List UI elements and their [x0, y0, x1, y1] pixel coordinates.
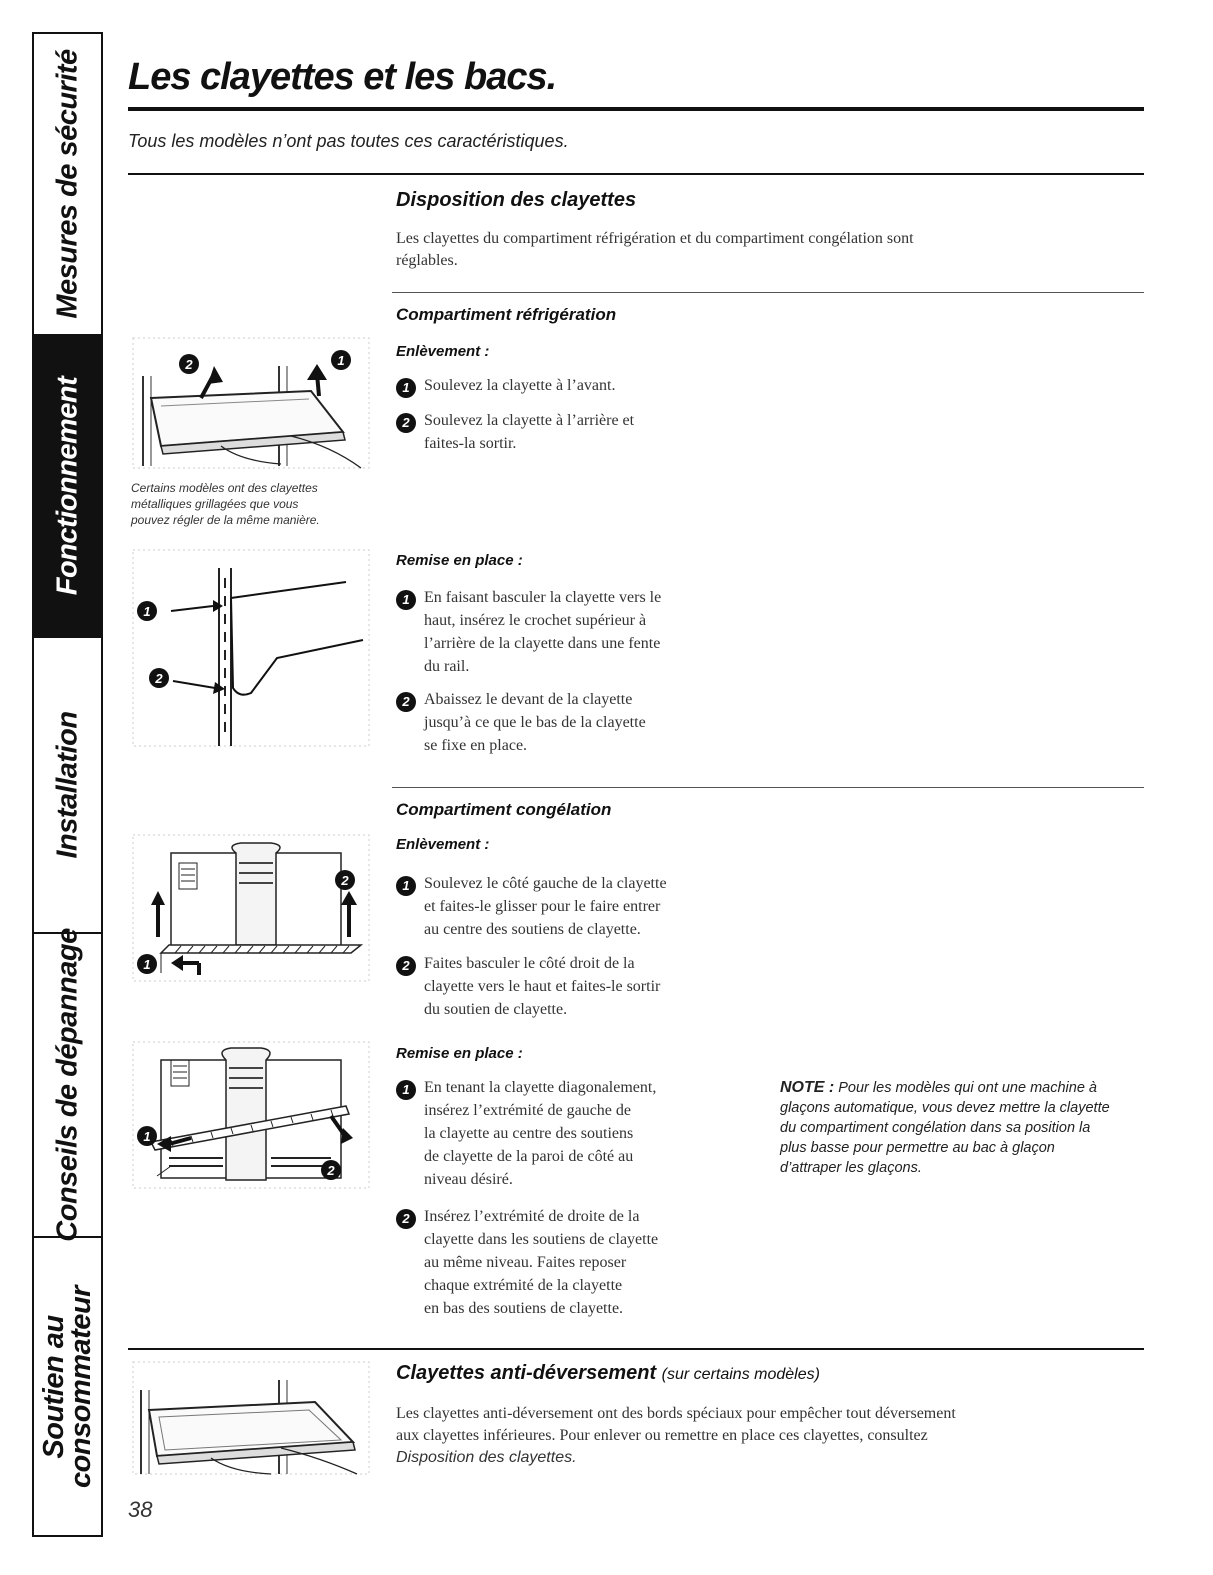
freezer-replace-label: Remise en place : [396, 1045, 523, 1062]
icemaker-note [780, 1078, 1110, 1178]
marker-2: 2 [341, 873, 349, 888]
note-line: d’attraper les glaçons. [780, 1160, 922, 1176]
step-text-line: l’arrière de la clayette dans une fente [424, 635, 661, 652]
step-text-line: clayette dans les soutiens de clayette [424, 1231, 659, 1248]
page-title: Les clayettes et les bacs. [128, 56, 557, 98]
step-number-badge: 2 [396, 413, 416, 433]
tab-consumer-support-line2: consommateur [64, 1285, 97, 1488]
tab-operation-label: Fonctionnement [51, 376, 83, 596]
page-number: 38 [128, 1497, 153, 1522]
step-number-badge: 1 [396, 590, 416, 610]
step-text-line: Faites basculer le côté droit de la [424, 955, 635, 972]
arrangement-heading: Disposition des clayettes [396, 189, 637, 211]
step-text-line: au même niveau. Faites reposer [424, 1254, 627, 1271]
spillproof-line: Les clayettes anti-déversement ont des bords spéciaux pour empêcher tout déversement [396, 1405, 956, 1422]
section-tabs [32, 32, 103, 1537]
step-text-line: clayette vers le haut et faites-le sortir [424, 978, 661, 995]
spillproof-body [396, 1403, 956, 1469]
step-text-line: Insérez l’extrémité de droite de la [424, 1208, 640, 1225]
spillproof-heading [396, 1362, 820, 1385]
tab-safety-label: Mesures de sécurité [51, 49, 83, 319]
step-text-line: au centre des soutiens de clayette. [424, 921, 641, 938]
freezer-replace-step-1 [396, 1076, 656, 1191]
tab-troubleshooting-label: Conseils de dépannage [51, 928, 83, 1242]
note-line: glaçons automatique, vous devez mettre la clayette [780, 1100, 1110, 1116]
fridge-replace-step-1 [396, 586, 661, 678]
note-label: NOTE : [780, 1079, 835, 1096]
freezer-removal-step-2 [396, 952, 660, 1021]
tab-operation[interactable] [34, 336, 101, 638]
step-number-badge: 1 [396, 876, 416, 896]
step-text-line: haut, insérez le crochet supérieur à [424, 612, 647, 629]
tab-safety[interactable] [34, 34, 101, 336]
spillproof-heading-text: Clayettes anti-déversement [396, 1362, 657, 1384]
fridge-replace-step-2 [396, 688, 646, 757]
step-number-badge: 2 [396, 1209, 416, 1229]
marker-1: 1 [337, 353, 345, 368]
section-rule [128, 173, 1144, 175]
freezer-removal-step-1 [396, 872, 667, 941]
tab-troubleshooting[interactable] [34, 928, 101, 1242]
marker-2: 2 [327, 1163, 335, 1178]
fridge-removal-step-2 [396, 409, 634, 455]
step-text-line: se fixe en place. [424, 737, 528, 754]
step-text-line: Soulevez la clayette à l’avant. [424, 377, 616, 394]
fridge-removal-label: Enlèvement : [396, 343, 490, 360]
fridge-replace-label: Remise en place : [396, 552, 523, 569]
step-text-line: la clayette au centre des soutiens [424, 1125, 634, 1142]
fridge-shelf-replace-illustration [131, 548, 371, 748]
freezer-heading: Compartiment congélation [396, 800, 612, 819]
spillproof-line: aux clayettes inférieures. Pour enlever ou remettre en place ces clayettes, consultez [396, 1427, 928, 1444]
spillproof-shelf-illustration [131, 1360, 371, 1478]
step-text-line: En tenant la clayette diagonalement, [424, 1079, 657, 1096]
fridge-shelf-removal-illustration [131, 336, 371, 472]
caption-line: métalliques grillagées que vous [131, 497, 299, 511]
marker-2: 2 [185, 357, 193, 372]
title-rule [128, 107, 1144, 111]
tab-consumer-support[interactable] [34, 1238, 101, 1535]
step-text-line: de clayette de la paroi de côté au [424, 1148, 634, 1165]
step-text-line: En faisant basculer la clayette vers le [424, 589, 662, 606]
step-text-line: et faites-le glisser pour le faire entrer [424, 898, 661, 915]
fridge-rule [392, 292, 1144, 293]
step-number-badge: 2 [396, 692, 416, 712]
freezer-rule [392, 787, 1144, 788]
step-text-line: chaque extrémité de la clayette [424, 1277, 623, 1294]
step-text-line: du rail. [424, 658, 470, 675]
caption-line: Certains modèles ont des clayettes [131, 481, 318, 495]
arrangement-intro-line2: réglables. [396, 252, 458, 269]
arrangement-intro [396, 228, 914, 272]
marker-2: 2 [155, 671, 163, 686]
freezer-shelf-replace-illustration [131, 1040, 371, 1190]
spillproof-rule [128, 1348, 1144, 1350]
step-text-line: jusqu’à ce que le bas de la clayette [424, 714, 646, 731]
spillproof-heading-note: (sur certains modèles) [661, 1366, 820, 1383]
step-text-line: Abaissez le devant de la clayette [424, 691, 633, 708]
tab-consumer-support-line1: Soutien au [37, 1314, 70, 1459]
freezer-shelf-removal-illustration [131, 833, 371, 983]
tab-installation-label: Installation [51, 711, 83, 859]
spillproof-crossref: Disposition des clayettes. [396, 1449, 577, 1466]
tab-consumer-support-label [37, 1285, 97, 1488]
step-text-line: niveau désiré. [424, 1171, 513, 1188]
marker-1: 1 [143, 1129, 151, 1144]
note-line: Pour les modèles qui ont une machine à [838, 1080, 1097, 1096]
note-line: du compartiment congélation dans sa position la [780, 1120, 1091, 1136]
fridge-removal-step-1 [396, 374, 615, 398]
step-text-line: Soulevez le côté gauche de la clayette [424, 875, 667, 892]
step-number-badge: 1 [396, 1080, 416, 1100]
fridge-heading: Compartiment réfrigération [396, 305, 617, 324]
freezer-replace-step-2 [396, 1205, 658, 1320]
caption-line: pouvez régler de la même manière. [131, 513, 320, 527]
marker-1: 1 [143, 604, 151, 619]
wire-shelf-caption [131, 480, 320, 528]
step-number-badge: 1 [396, 378, 416, 398]
step-text-line: en bas des soutiens de clayette. [424, 1300, 624, 1317]
marker-1: 1 [143, 957, 151, 972]
tab-installation[interactable] [34, 638, 101, 934]
step-text-line: faites-la sortir. [424, 435, 517, 452]
arrangement-intro-line1: Les clayettes du compartiment réfrigération et du compartiment congélation sont [396, 230, 914, 247]
step-text-line: du soutien de clayette. [424, 1001, 568, 1018]
freezer-removal-label: Enlèvement : [396, 836, 490, 853]
note-line: plus basse pour permettre au bac à glaçon [780, 1140, 1055, 1156]
step-text-line: Soulevez la clayette à l’arrière et [424, 412, 635, 429]
step-number-badge: 2 [396, 956, 416, 976]
page-subtitle: Tous les modèles n’ont pas toutes ces caractéristiques. [128, 131, 569, 151]
step-text-line: insérez l’extrémité de gauche de [424, 1102, 631, 1119]
